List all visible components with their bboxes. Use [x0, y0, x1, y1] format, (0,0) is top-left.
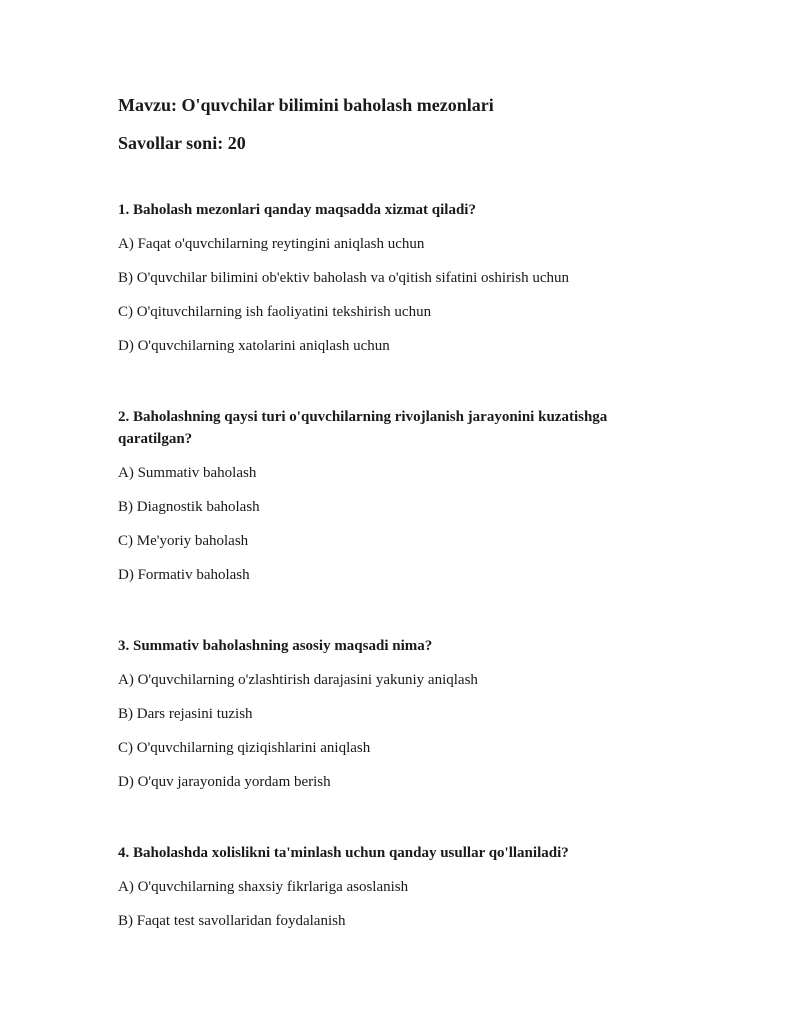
answer-option: C) O'quvchilarning qiziqishlarini aniqlash [118, 740, 371, 756]
answer-option: D) Formativ baholash [118, 567, 250, 583]
answer-option: C) O'qituvchilarning ish faoliyatini tekshirish uchun [118, 304, 432, 320]
question-count-heading: Savollar soni: 20 [118, 133, 246, 153]
answer-option: A) Faqat o'quvchilarning reytingini aniqlash uchun [118, 236, 425, 252]
answer-option: B) O'quvchilar bilimini ob'ektiv baholash va o'qitish sifatini oshirish uchun [118, 270, 569, 286]
question-item [118, 630, 678, 793]
answer-option: D) O'quvchilarning xatolarini aniqlash uchun [118, 338, 390, 354]
question-item [118, 837, 678, 932]
answer-option: B) Faqat test savollaridan foydalanish [118, 913, 346, 929]
question-title: 4. Baholashda xolislikni ta'minlash uchun qanday usullar qo'llaniladi? [118, 845, 569, 861]
answer-option: B) Diagnostik baholash [118, 499, 260, 515]
question-title: 2. Baholashning qaysi turi o'quvchilarning rivojlanish jarayonini kuzatishga qaratilgan? [118, 409, 608, 447]
answer-option: A) O'quvchilarning o'zlashtirish darajasini yakuniy aniqlash [118, 672, 478, 688]
question-item [118, 401, 678, 586]
answer-option: C) Me'yoriy baholash [118, 533, 249, 549]
topic-heading: Mavzu: O'quvchilar bilimini baholash mezonlari [118, 95, 494, 115]
answer-option: A) Summativ baholash [118, 465, 257, 481]
answer-option: D) O'quv jarayonida yordam berish [118, 774, 331, 790]
question-title: 1. Baholash mezonlari qanday maqsadda xizmat qiladi? [118, 202, 476, 218]
answer-option: B) Dars rejasini tuzish [118, 706, 253, 722]
answer-option: A) O'quvchilarning shaxsiy fikrlariga asoslanish [118, 879, 409, 895]
question-title: 3. Summativ baholashning asosiy maqsadi nima? [118, 638, 433, 654]
question-item [118, 194, 678, 357]
document-content [118, 94, 678, 932]
question-list [118, 194, 678, 932]
